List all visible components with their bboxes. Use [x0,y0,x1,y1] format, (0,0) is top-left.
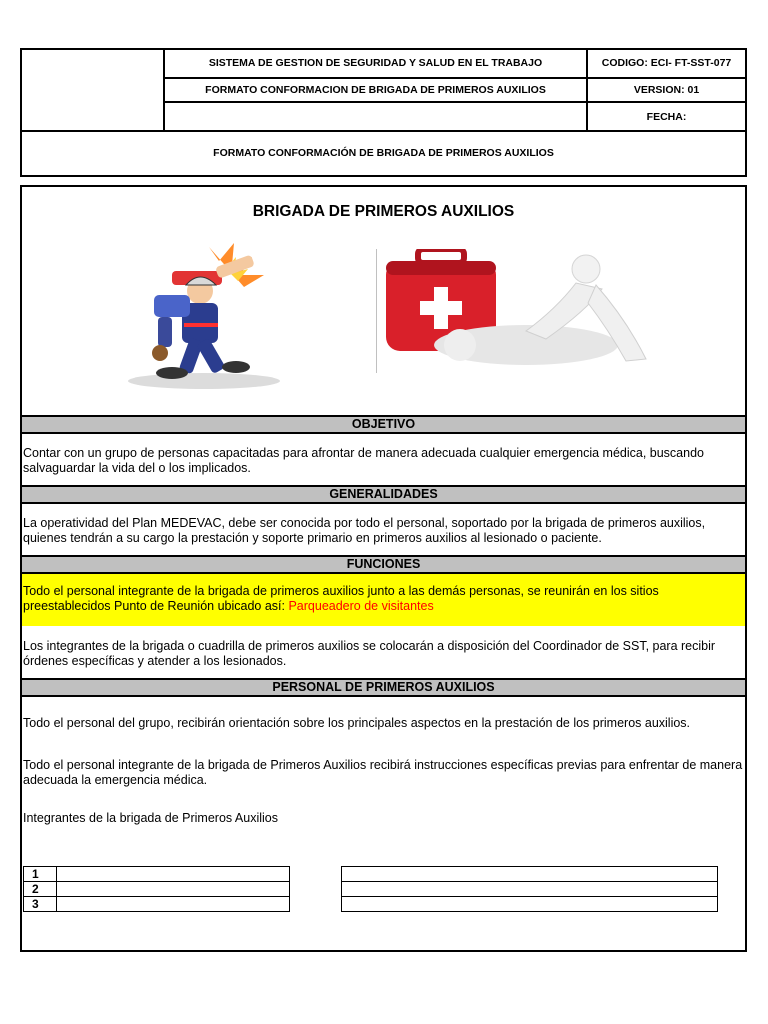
members-table-right [341,866,718,912]
personal-text-2: Todo el personal integrante de la brigada de Primeros Auxilios recibirá instrucciones específicas previas para enfrentar de manera adecuada la emergencia médica. [23,758,743,787]
format-name: FORMATO CONFORMACION DE BRIGADA DE PRIMEROS AUXILIOS [164,78,587,103]
empty-cell [164,102,587,131]
table-row [342,867,718,882]
document-subtitle: FORMATO CONFORMACIÓN DE BRIGADA DE PRIMEROS AUXILIOS [20,131,747,177]
members-table-left [23,866,290,912]
firefighter-illustration [124,239,282,395]
funciones-heading: FUNCIONES [22,555,745,574]
personal-heading: PERSONAL DE PRIMEROS AUXILIOS [22,678,745,697]
member-number: 2 [24,882,57,897]
generalidades-text: La operatividad del Plan MEDEVAC, debe ser conocida por todo el personal, soportado por la brigada de primeros auxilios, quienes tendrán a su cargo la prestación y soporte primario en primeros auxilios al lesionado o paciente. [23,516,706,545]
system-name: SISTEMA DE GESTION DE SEGURIDAD Y SALUD EN EL TRABAJO [164,49,587,78]
meeting-point-text [23,584,743,613]
member-number: 1 [24,867,57,882]
member-number: 3 [24,897,57,912]
table-row [342,882,718,897]
member-name-cell[interactable] [57,897,290,912]
first-aid-illustration [376,249,662,373]
document-date: FECHA: [587,102,746,131]
meeting-point-location: Parqueadero de visitantes [288,598,434,613]
member-detail-cell[interactable] [342,867,718,882]
meeting-point-highlight [22,574,745,626]
logo-cell [21,49,164,131]
member-detail-cell[interactable] [342,882,718,897]
document-code: CODIGO: ECI- FT-SST-077 [587,49,746,78]
table-row [24,897,290,912]
personal-text-3: Integrantes de la brigada de Primeros Auxilios [23,811,279,825]
meeting-point-instructions: Todo el personal integrante de la brigada de primeros auxilios junto a las demás personas, se reunirán en los sitios preestablecidos Punto de Reunión ubicado así: [23,584,659,613]
objetivo-heading: OBJETIVO [22,415,745,434]
member-name-cell[interactable] [57,882,290,897]
funciones-text: Los integrantes de la brigada o cuadrilla de primeros auxilios se colocarán a disposición del Coordinador de SST, para recibir órdenes específicas y atender a los lesionados. [23,639,716,668]
member-name-cell[interactable] [57,867,290,882]
objetivo-text: Contar con un grupo de personas capacitadas para afrontar de manera adecuada cualquier emergencia médica, buscando salvaguardar la vida del o los implicados. [23,446,704,475]
personal-text-1: Todo el personal del grupo, recibirán orientación sobre los principales aspectos en la prestación de los primeros auxilios. [23,716,691,730]
main-section [20,185,747,952]
document-version: VERSION: 01 [587,78,746,103]
table-row [342,897,718,912]
table-row [24,882,290,897]
member-detail-cell[interactable] [342,897,718,912]
table-row [24,867,290,882]
header-table [20,48,747,132]
generalidades-heading: GENERALIDADES [22,485,745,504]
page-title: BRIGADA DE PRIMEROS AUXILIOS [252,203,515,220]
